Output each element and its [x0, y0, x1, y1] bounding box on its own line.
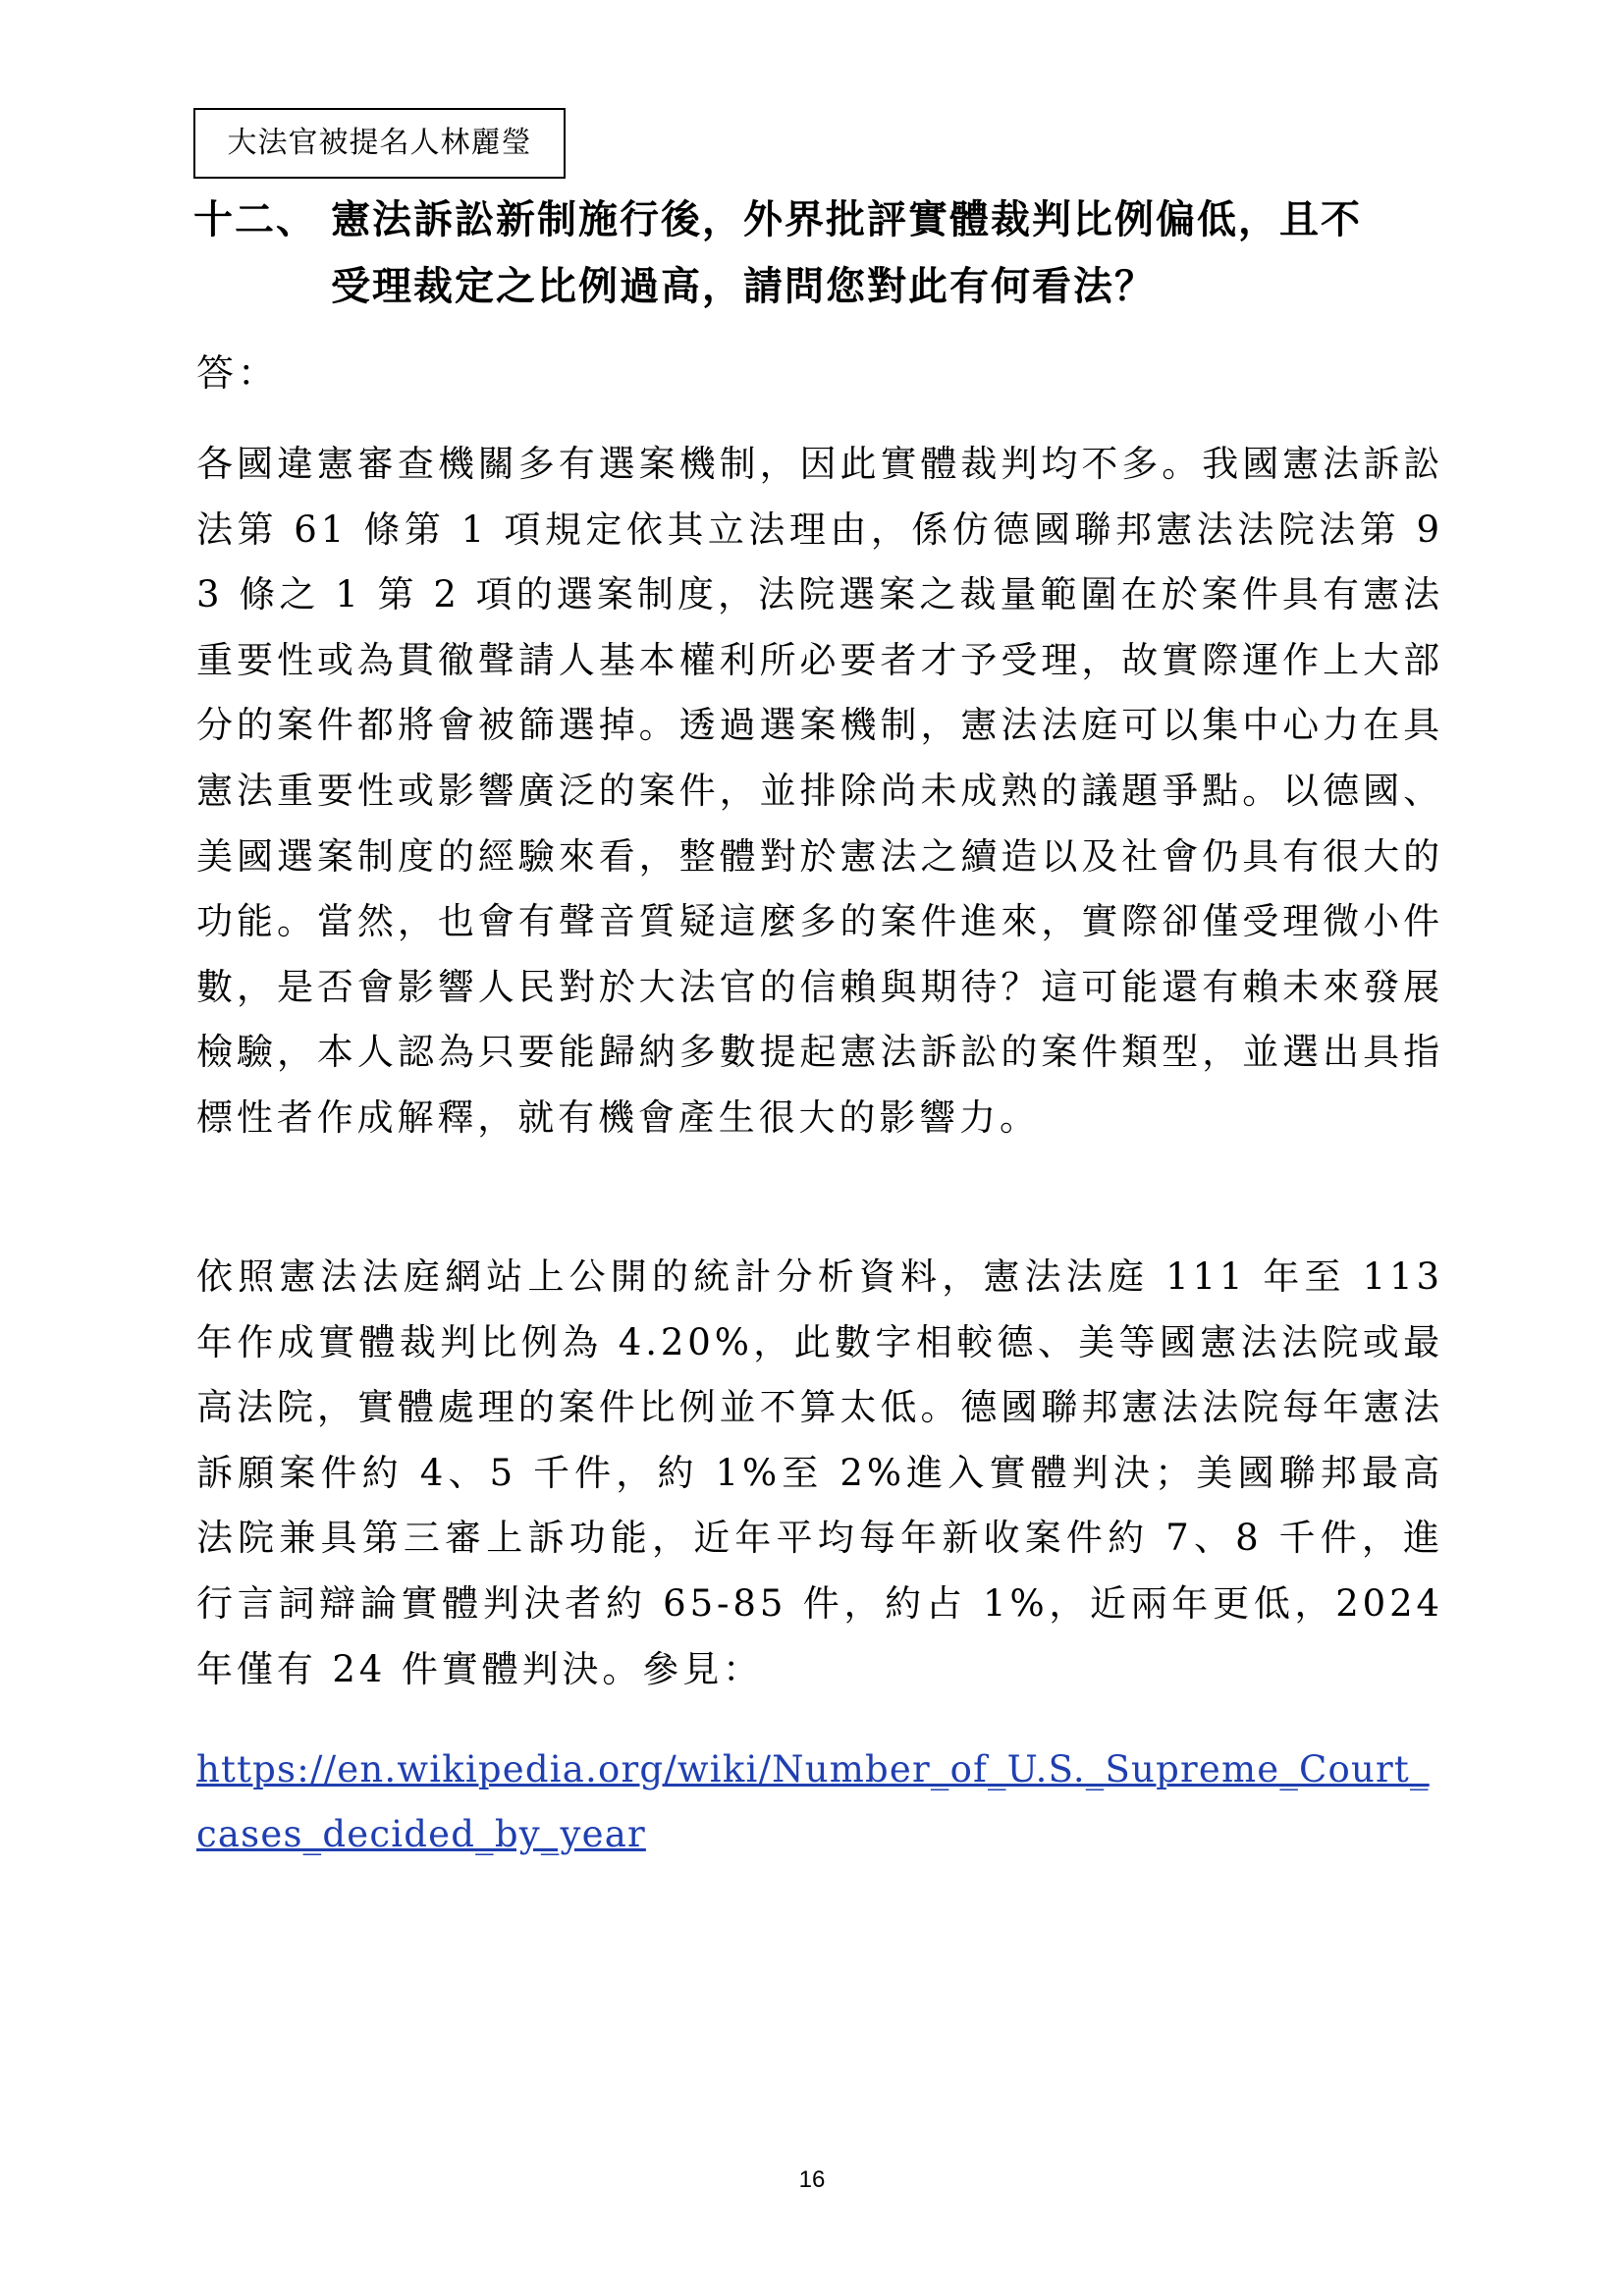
answer-paragraph-1: 各國違憲審查機關多有選案機制，因此實體裁判均不多。我國憲法訴訟法第 61 條第 1 項規定依其立法理由，係仿德國聯邦憲法法院法第 93 條之 1 第 2 項的選案制度，法院選案之裁量範圍在於案件具有憲法重要性或為貫徹聲請人基本權利所必要者才予受理，故實際運作上大部分的案件都將會被篩選掉。透過選案機制，憲法法庭可以集中心力在具憲法重要性或影響廣泛的案件，並排除尚未成熟的議題爭點。以德國、美國選案制度的經驗來看，整體對於憲法之續造以及社會仍具有很大的功能。當然，也會有聲音質疑這麼多的案件進來，實際卻僅受理微小件數，是否會影響人民對於大法官的信賴與期待？這可能還有賴未來發展檢驗，本人認為只要能歸納多數提起憲法訴訟的案件類型，並選出具指標性者作成解釋，就有機會產生很大的影響力。: [196, 443, 1443, 1139]
question-text-line-2: 受理裁定之比例過高，請問您對此有何看法？: [331, 263, 1156, 309]
reference-link[interactable]: https://en.wikipedia.org/wiki/Number_of_U.S._Supreme_Court_cases_decided_by_year: [196, 1748, 1430, 1855]
nominee-label-box: [193, 108, 566, 179]
question-line-1: [193, 187, 1450, 253]
question-heading: [193, 187, 1450, 320]
page-number: 16: [798, 2166, 826, 2193]
answer-paragraph-2: 依照憲法法庭網站上公開的統計分析資料，憲法法庭 111 年至 113 年作成實體裁判比例為 4.20%，此數字相較德、美等國憲法法院或最高法院，實體處理的案件比例並不算太低。德國聯邦憲法法院每年憲法訴願案件約 4、5 千件，約 1%至 2%進入實體判決；美國聯邦最高法院兼具第三審上訴功能，近年平均每年新收案件約 7、8 千件，進行言詞辯論實體判決者約 65-85 件，約占 1%，近兩年更低，2024 年僅有 24 件實體判決。參見：: [196, 1255, 1443, 1690]
question-text-line-1: 憲法訴訟新制施行後，外界批評實體裁判比例偏低，且不: [331, 196, 1362, 242]
answer-label: 答：: [196, 351, 280, 395]
question-number: 十二、: [193, 196, 317, 242]
nominee-label: 大法官被提名人林麗瑩: [227, 126, 532, 160]
